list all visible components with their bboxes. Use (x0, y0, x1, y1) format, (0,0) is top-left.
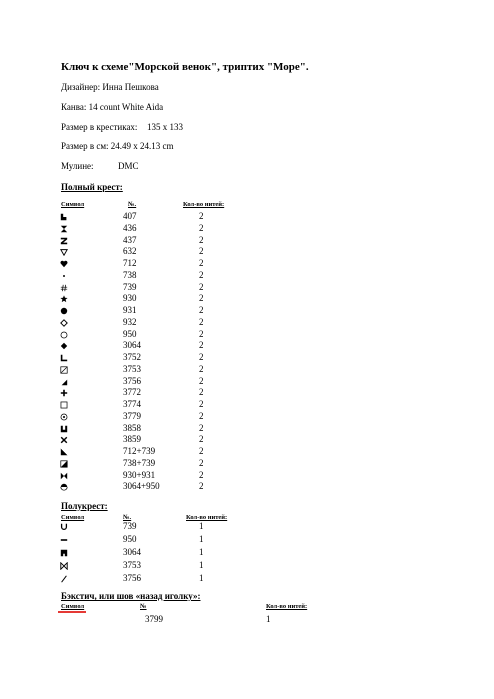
backstitch-col-symbol: Символ (61, 603, 85, 610)
size-cm-line: Размер в см: 24.49 x 24.13 cm (61, 141, 174, 151)
triangle-right-angle-icon (60, 376, 74, 386)
strand-count: 1 (199, 521, 204, 531)
backstitch-count: 1 (266, 614, 271, 624)
floss-number: 3779 (123, 410, 141, 421)
square-slash-icon (60, 364, 74, 374)
floss-number: 950 (123, 534, 137, 544)
bowtie-outline-icon (60, 560, 74, 570)
designer-line: Дизайнер: Инна Пешкова (61, 82, 159, 92)
size-stitches-label: Размер в крестиках: (61, 122, 138, 132)
floss-number: 407 (123, 211, 137, 221)
floss-number: 3064+950 (123, 481, 160, 492)
strand-count: 2 (199, 352, 204, 362)
table-row (0, 534, 494, 547)
triangle-corner-icon (60, 446, 74, 456)
size-stitches-value: 135 x 133 (147, 122, 183, 132)
strand-count: 1 (199, 560, 204, 570)
full-cross-heading: Полный крест: (61, 182, 123, 192)
filled-circle-icon (60, 305, 74, 315)
half-cross-col-count: Кол-во нитей: (186, 514, 228, 521)
table-row (0, 521, 494, 534)
floss-number: 3774 (123, 399, 141, 409)
floss-number: 3756 (123, 573, 141, 583)
corner-stair-icon (60, 211, 74, 221)
square-notch-icon (60, 547, 74, 557)
backstitch-col-count: Кол-во нитей: (266, 603, 308, 610)
half-cross-col-symbol: Символ (61, 514, 85, 521)
hash-slant-icon (60, 282, 74, 292)
strand-count: 2 (199, 387, 204, 398)
strand-count: 2 (199, 422, 204, 433)
strand-count: 2 (199, 363, 204, 374)
strand-count: 2 (199, 246, 204, 257)
strand-count: 2 (199, 446, 204, 456)
bowtie-icon (60, 470, 74, 480)
floss-number: 3772 (123, 387, 141, 398)
strand-count: 2 (199, 457, 204, 468)
floss-number: 3752 (123, 352, 141, 362)
table-row (0, 547, 494, 560)
star-icon (60, 293, 74, 303)
floss-number: 739 (123, 281, 137, 292)
strand-count: 2 (199, 211, 204, 221)
u-bracket-icon (60, 423, 74, 433)
slash-icon (60, 573, 74, 583)
strand-count: 2 (199, 469, 204, 480)
strand-count: 2 (199, 340, 204, 351)
plus-icon (60, 387, 74, 397)
floss-number: 931 (123, 305, 137, 315)
small-dot-icon (60, 270, 74, 280)
floss-number: 950 (123, 328, 137, 339)
backstitch-col-number: № (140, 603, 147, 610)
strand-count: 2 (199, 399, 204, 409)
floss-number: 712+739 (123, 446, 156, 456)
strand-count: 1 (199, 547, 204, 557)
strand-count: 1 (199, 573, 204, 583)
strand-count: 2 (199, 328, 204, 339)
strand-count: 2 (199, 269, 204, 280)
floss-number: 3064 (123, 547, 141, 557)
half-cross-heading: Полукрест: (61, 501, 108, 511)
floss-number: 3756 (123, 375, 141, 386)
backstitch-number: 3799 (145, 614, 163, 624)
strand-count: 2 (199, 258, 204, 268)
x-cross-icon (60, 434, 74, 444)
floss-value: DMC (118, 161, 139, 171)
floss-number: 436 (123, 222, 137, 233)
filled-diamond-icon (60, 340, 74, 350)
half-cross-col-number: №. (123, 514, 132, 521)
floss-label: Мулине: (61, 161, 94, 171)
strand-count: 1 (199, 534, 204, 544)
hourglass-icon (60, 223, 74, 233)
backstitch-line-swatch (58, 611, 86, 613)
strand-count: 2 (199, 481, 204, 492)
z-icon (60, 235, 74, 245)
full-cross-col-count: Кол-во нитей: (183, 201, 225, 208)
half-circle-icon (60, 481, 74, 491)
backstitch-heading: Бэкстич, или шов «назад иголку»: (61, 591, 201, 601)
floss-number: 3859 (123, 434, 141, 445)
full-cross-col-symbol: Символ (61, 201, 85, 208)
floss-number: 739 (123, 521, 137, 531)
floss-number: 738 (123, 269, 137, 280)
table-row (0, 560, 494, 573)
circle-outline-icon (60, 329, 74, 339)
strand-count: 2 (199, 316, 204, 327)
strand-count: 2 (199, 234, 204, 245)
floss-number: 3753 (123, 560, 141, 570)
floss-number: 738+739 (123, 457, 156, 468)
floss-number: 3858 (123, 422, 141, 433)
square-half-filled-icon (60, 458, 74, 468)
floss-number: 712 (123, 258, 137, 268)
strand-count: 2 (199, 375, 204, 386)
fabric-line: Канва: 14 count White Aida (61, 102, 164, 112)
table-row (0, 573, 494, 586)
floss-number: 930+931 (123, 469, 156, 480)
table-row (0, 481, 494, 494)
strand-count: 2 (199, 410, 204, 421)
strand-count: 2 (199, 305, 204, 315)
square-outline-icon (60, 399, 74, 409)
strand-count: 2 (199, 281, 204, 292)
heart-icon (60, 258, 74, 268)
circle-dot-icon (60, 411, 74, 421)
diamond-outline-icon (60, 317, 74, 327)
floss-number: 3753 (123, 363, 141, 374)
strand-count: 2 (199, 434, 204, 445)
floss-number: 930 (123, 293, 137, 304)
full-cross-col-number: №. (128, 201, 137, 208)
floss-number: 3064 (123, 340, 141, 351)
page-title: Ключ к схеме"Морской венок", триптих "Море". (61, 61, 309, 73)
triangle-down-outline-icon (60, 246, 74, 256)
floss-number: 437 (123, 234, 137, 245)
u-cup-icon (60, 521, 74, 531)
l-shape-icon (60, 352, 74, 362)
floss-number: 632 (123, 246, 137, 257)
strand-count: 2 (199, 222, 204, 233)
floss-number: 932 (123, 316, 137, 327)
strand-count: 2 (199, 293, 204, 304)
dash-icon (60, 534, 74, 544)
